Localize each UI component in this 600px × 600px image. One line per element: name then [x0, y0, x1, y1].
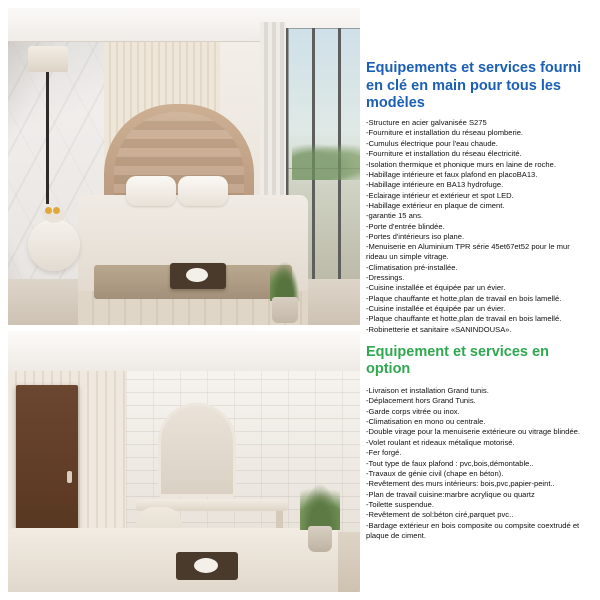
list-item: -Cumulus électrique pour l'eau chaude. — [366, 138, 498, 148]
bed — [8, 528, 338, 592]
list-item: -Climatisation en mono ou centrale. — [366, 417, 486, 427]
list-item: -Revêtement des murs intérieurs: bois,pvc,papier-peint.. — [366, 479, 555, 489]
list-item: -Travaux de génie civil (chape en béton). — [366, 468, 504, 478]
list-item: -Plaque chauffante et hotte,plan de travail en bois lamellé. — [366, 293, 562, 303]
fruit — [45, 207, 52, 214]
list-item: -Bardage extérieur en bois composite ou compsite coextrudé et plaque de ciment. — [366, 520, 580, 540]
list-item: -Double virage pour la menuiserie extérieure ou vitrage blindée. — [366, 427, 581, 437]
image-column — [8, 8, 360, 592]
list-item: -Revêtement de sol:béton ciré,parquet pvc.. — [366, 510, 514, 520]
list-item: -Plaque chauffante et hotte,plan de travail en bois lamellé. — [366, 314, 562, 324]
list-item: -Isolation thermique et phonique murs en laine de roche. — [366, 159, 556, 169]
list-item: -Robinetterie et sanitaire «SANINDOUSA». — [366, 324, 512, 334]
list-item: -Habillage intérieure en BA13 hydrofuge. — [366, 180, 504, 190]
plant-foliage — [300, 482, 340, 530]
pillow — [178, 176, 228, 206]
breakfast-tray — [176, 552, 238, 580]
wall-mirror — [158, 403, 236, 497]
list-item: -Fourniture et installation du réseau plomberie. — [366, 128, 524, 138]
fruit — [53, 207, 60, 214]
list-item: -garantie 15 ans. — [366, 211, 423, 221]
list-item: -Cuisine installée et équipée par un évier. — [366, 283, 506, 293]
list-item: -Cuisine installée et équipée par un évier. — [366, 304, 506, 314]
office-bedroom-rendering — [8, 331, 360, 592]
list-item: -Fer forgé. — [366, 448, 402, 458]
list-item: -Climatisation pré-installée. — [366, 262, 458, 272]
list-item: -Fourniture et installation du réseau électricité. — [366, 149, 522, 159]
list-item: -Habillage extérieur en plaque de ciment. — [366, 200, 505, 210]
list-item: -Volet roulant et rideaux métalique motorisé. — [366, 437, 515, 447]
list-item: -Tout type de faux plafond : pvc,bois,démontable.. — [366, 458, 534, 468]
list-item: -Déplacement hors Grand Tunis. — [366, 396, 476, 406]
list-item: -Dressings. — [366, 272, 405, 282]
breakfast-tray — [170, 263, 226, 289]
list-item: -Porte d'entrée blindée. — [366, 221, 445, 231]
plant-foliage — [270, 261, 300, 301]
list-item: -Eclairage intérieur et extérieur et spot LED. — [366, 190, 514, 200]
round-nightstand — [28, 219, 80, 271]
list-item: -Menuiserie en Aluminium TPR série 45et67et52 pour le mur rideau un simple vitrage. — [366, 242, 570, 262]
section-title-included: Equipements et services fourni en clé en main pour tous les modèles — [366, 60, 582, 112]
options-list — [366, 386, 590, 540]
included-list — [366, 118, 590, 335]
bedroom-scene — [8, 8, 360, 325]
window-greenery — [292, 140, 360, 180]
list-item: -Portes d'intérieurs iso plane. — [366, 232, 465, 242]
list-item: -Garde corps vitrée ou inox. — [366, 406, 460, 416]
list-item: -Structure en acier galvanisée S275 — [366, 118, 487, 128]
list-item: -Habillage intérieure et faux plafond en placoBA13. — [366, 169, 538, 179]
pillow — [126, 176, 176, 206]
plant-pot — [272, 297, 298, 323]
bedroom-rendering — [8, 8, 360, 325]
specifications-column — [366, 8, 592, 592]
floor-lamp-shade — [28, 46, 68, 72]
floor-lamp-stand — [46, 64, 49, 204]
list-item: -Livraison et installation Grand tunis. — [366, 385, 489, 395]
list-item: -Toilette suspendue. — [366, 499, 434, 509]
section-title-options: Equipement et services en option — [366, 343, 549, 378]
office-scene — [8, 331, 360, 592]
list-item: -Plan de travail cuisine:marbre acrylique ou quartz — [366, 489, 535, 499]
plant-pot — [308, 526, 332, 552]
